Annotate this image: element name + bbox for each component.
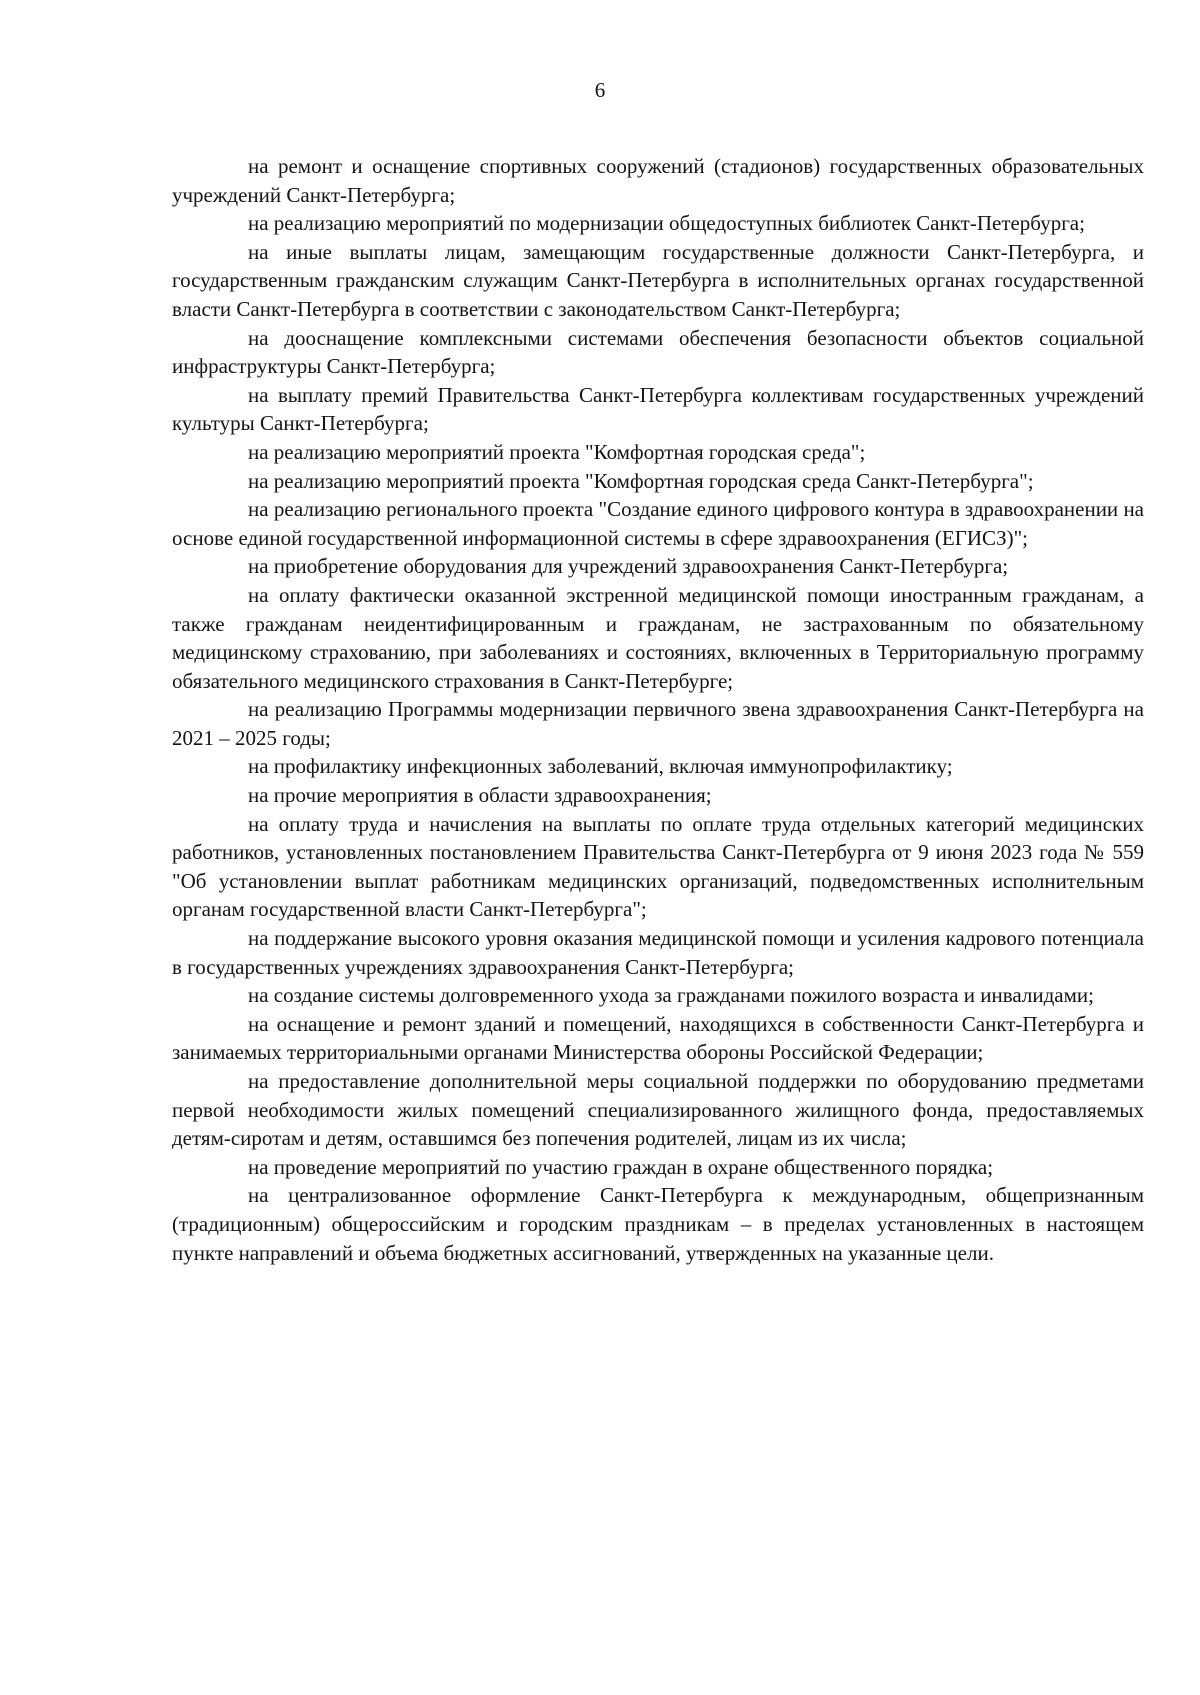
paragraph: на ремонт и оснащение спортивных сооружений (стадионов) государственных образовательных учреждений Санкт-Петербурга; [172, 154, 1144, 207]
paragraph: на профилактику инфекционных заболеваний, включая иммунопрофилактику; [248, 754, 953, 779]
paragraph: на реализацию Программы модернизации первичного звена здравоохранения Санкт-Петербурга на 2021 – 2025 годы; [172, 697, 1144, 750]
paragraph: на поддержание высокого уровня оказания медицинской помощи и усиления кадрового потенциала в государственных учреждениях здравоохранения Санкт-Петербурга; [172, 926, 1144, 979]
paragraph: на предоставление дополнительной меры социальной поддержки по оборудованию предметами первой необходимости жилых помещений специализированного жилищного фонда, предоставляемых детям-сиротам и детям, оставшимся без попечения родителей, лицам из их числа; [172, 1069, 1144, 1151]
paragraph: на централизованное оформление Санкт-Петербурга к международным, общепризнанным (традиционным) общероссийским и городским праздникам – в пределах установленных в настоящем пункте направлений и объема бюджетных ассигнований, утвержденных на указанные цели. [172, 1183, 1144, 1265]
paragraph: на создание системы долговременного ухода за гражданами пожилого возраста и инвалидами; [248, 983, 1094, 1008]
document-body [172, 152, 1144, 1267]
paragraph: на оплату труда и начисления на выплаты по оплате труда отдельных категорий медицинских работников, установленных постановлением Правительства Санкт-Петербурга от 9 июня 2023 года № 559 "Об установлении выплат работникам медицинских организаций, подведомственных исполнительным органам государственной власти Санкт-Петербурга"; [172, 811, 1144, 922]
paragraph: на реализацию регионального проекта "Создание единого цифрового контура в здравоохранении на основе единой государственной информационной системы в сфере здравоохранения (ЕГИСЗ)"; [172, 497, 1144, 550]
paragraph: на оплату фактически оказанной экстренной медицинской помощи иностранным гражданам, а также гражданам неидентифицированным и гражданам, не застрахованным по обязательному медицинскому страхованию, при заболеваниях и состояниях, включенных в Территориальную программу обязательного медицинского страхования в Санкт-Петербурге; [172, 582, 1144, 693]
paragraph: на иные выплаты лицам, замещающим государственные должности Санкт-Петербурга, и государственным гражданским служащим Санкт-Петербурга в исполнительных органах государственной власти Санкт-Петербурга в соответствии с законодательством Санкт-Петербурга; [172, 239, 1144, 321]
paragraph: на приобретение оборудования для учреждений здравоохранения Санкт-Петербурга; [248, 554, 1009, 579]
paragraph: на проведение мероприятий по участию граждан в охране общественного порядка; [248, 1154, 994, 1179]
paragraph: на реализацию мероприятий проекта "Комфортная городская среда"; [248, 439, 866, 464]
paragraph: на реализацию мероприятий по модернизации общедоступных библиотек Санкт-Петербурга; [248, 211, 1085, 236]
paragraph: на реализацию мероприятий проекта "Комфортная городская среда Санкт-Петербурга"; [248, 468, 1034, 493]
paragraph: на оснащение и ремонт зданий и помещений, находящихся в собственности Санкт-Петербурга и занимаемых территориальными органами Министерства обороны Российской Федерации; [172, 1011, 1144, 1065]
paragraph: на выплату премий Правительства Санкт-Петербурга коллективам государственных учреждений культуры Санкт-Петербурга; [172, 382, 1144, 436]
page-number: 6 [594, 78, 606, 102]
paragraph: на дооснащение комплексными системами обеспечения безопасности объектов социальной инфраструктуры Санкт-Петербурга; [172, 325, 1144, 379]
paragraph: на прочие мероприятия в области здравоохранения; [248, 783, 712, 808]
